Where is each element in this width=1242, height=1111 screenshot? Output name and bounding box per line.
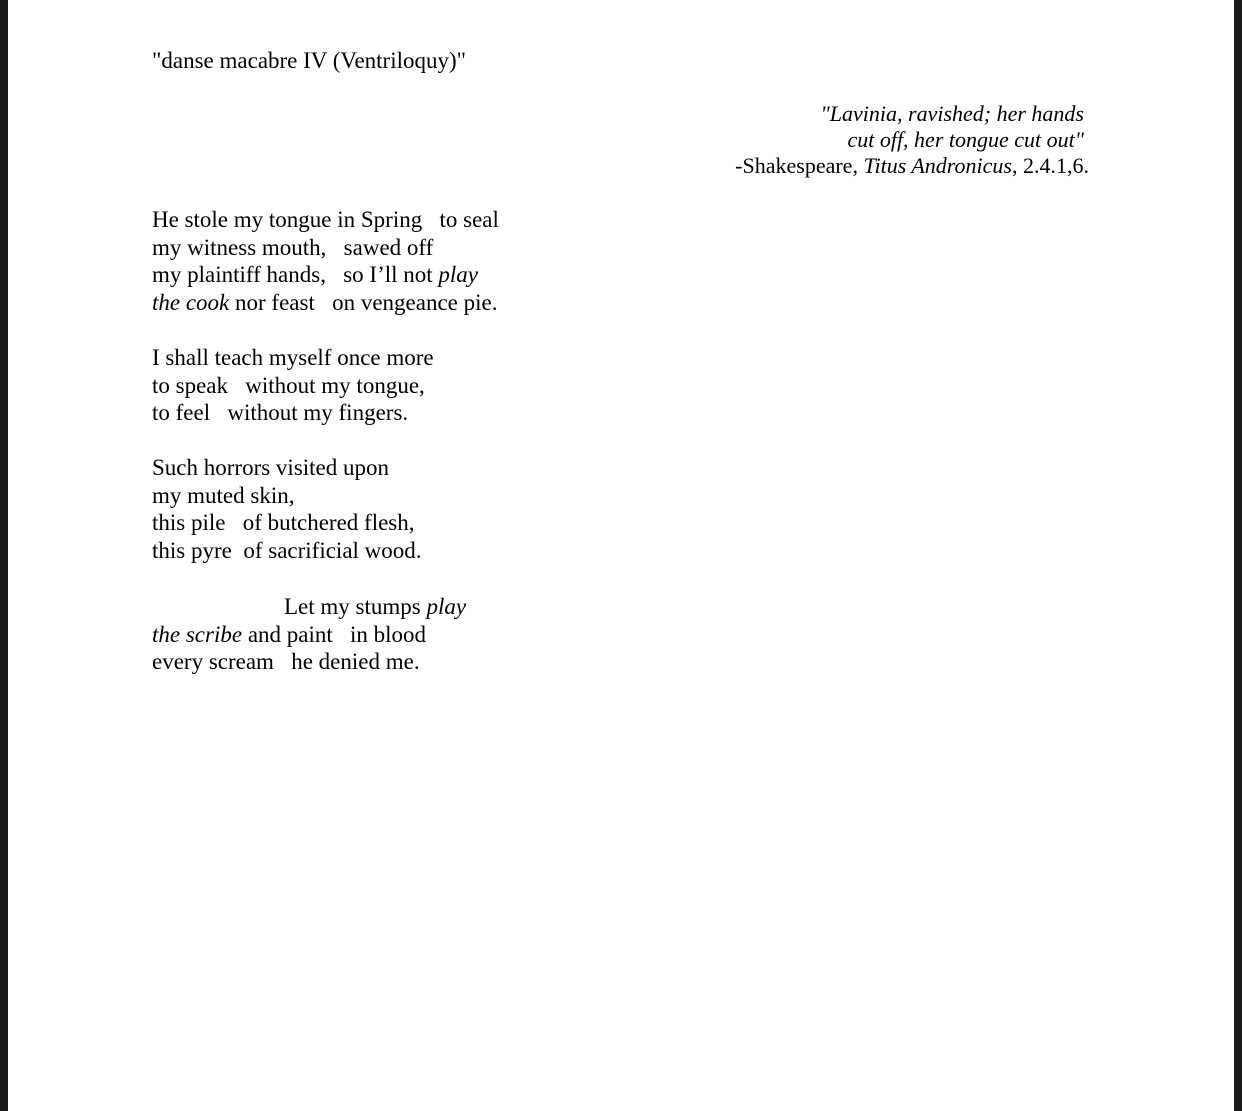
stanza-4	[152, 593, 466, 676]
attribution-author: -Shakespeare,	[735, 153, 864, 178]
line-text: and paint in blood	[242, 621, 427, 647]
line-italic-text: play	[438, 262, 479, 288]
line-italic-text: the scribe	[152, 621, 243, 647]
stanza-2	[152, 344, 434, 427]
stanza-4-line-1	[152, 593, 466, 621]
stanza-3-line-2: my muted skin,	[152, 482, 295, 508]
stanza-2-line-2: to speak without my tongue,	[152, 372, 425, 398]
stanza-1-line-3	[152, 261, 499, 289]
stanza-4-line-2	[152, 621, 466, 649]
line-text: my plaintiff hands, so I’ll not	[152, 262, 439, 288]
stanza-1-line-4	[152, 289, 499, 317]
stanza-1-line-1: He stole my tongue in Spring to seal	[152, 207, 499, 232]
stanza-4-line-3: every scream he denied me.	[152, 649, 420, 675]
poem-title: "danse macabre IV (Ventriloquy)"	[152, 48, 467, 73]
stanza-2-line-3: to feel without my fingers.	[152, 400, 409, 426]
stanza-1	[152, 206, 499, 316]
document-page	[8, 0, 1234, 1111]
line-italic-text: the cook	[152, 289, 230, 315]
epigraph-attribution	[735, 153, 1089, 179]
stanza-1-line-2: my witness mouth, sawed off	[152, 234, 434, 260]
line-italic-text: play	[426, 594, 467, 619]
stanza-3-line-3: this pile of butchered flesh,	[152, 510, 415, 536]
stanza-3	[152, 454, 422, 564]
epigraph-line-2: cut off, her tongue cut out"	[847, 127, 1084, 152]
epigraph-line-1: "Lavinia, ravished; her hands	[820, 101, 1084, 126]
line-text: Let my stumps	[284, 594, 427, 619]
stanza-3-line-4: this pyre of sacrificial wood.	[152, 537, 422, 563]
stanza-3-line-1: Such horrors visited upon	[152, 455, 390, 480]
line-text: nor feast on vengeance pie.	[229, 289, 498, 315]
attribution-citation: , 2.4.1,6.	[1012, 153, 1089, 178]
stanza-2-line-1: I shall teach myself once more	[152, 345, 434, 370]
epigraph	[735, 101, 1089, 179]
attribution-work: Titus Andronicus	[863, 153, 1012, 178]
